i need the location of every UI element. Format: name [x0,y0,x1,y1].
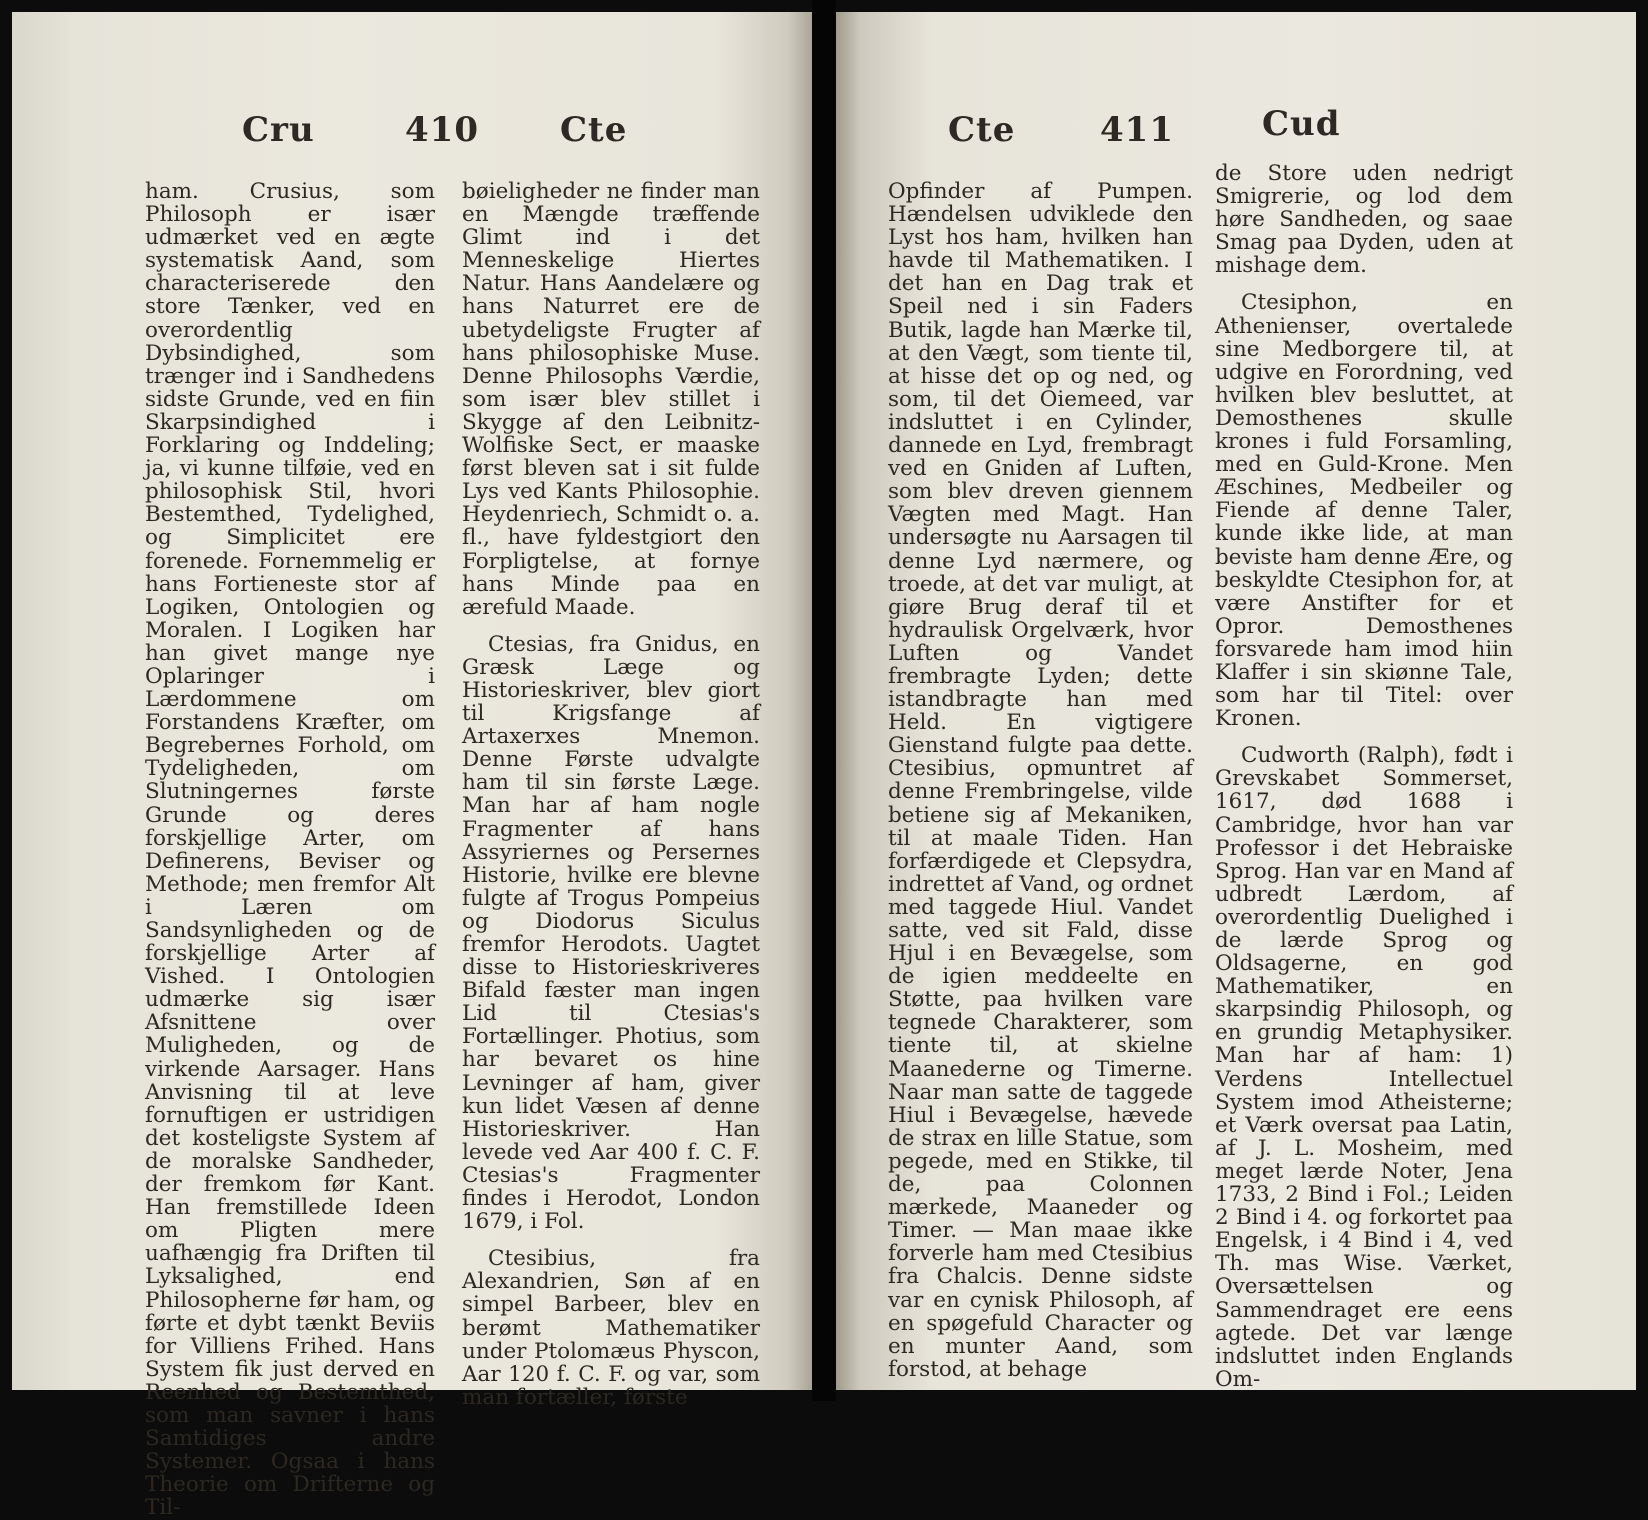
text-paragraph: de Store uden nedrigt Smigrerie, og lod dem høre Sandheden, og saae Smag paa Dyden, uden at mishage dem. [1215,161,1513,279]
right-page-column-b [1215,162,1513,1391]
left-header-right-word: Cte [560,110,628,150]
left-page-column-a [145,180,435,1519]
book-gutter [812,0,836,1401]
right-header-left-word: Cte [948,110,1016,150]
text-paragraph: ham. Crusius, som Philosoph er især udmærket ved en ægte systematisk Aand, som characteriserede den store Tænker, ved en overordentlig Dybsindighed, som trænger ind i Sandhedens sidste Grunde, ved en fiin Skarpsindighed i Forklaring og Inddeling; ja, vi kunne tilføie, ved en philosophisk Stil, hvori Bestemthed, Tydelighed, og Simplicitet ere forenede. Fornemmelig er hans Fortieneste stor af Logiken, Ontologien og Moralen. I Logiken har han givet mange nye Oplaringer i Lærdommene om Forstandens Kræfter, om Begrebernes Forhold, om Tydeligheden, om Slutningernes første Grunde og deres forskjellige Arter, om Definerens, Beviser og Methode; men fremfor Alt i Læren om Sandsynligheden og de forskjellige Arter af Vished. I Ontologien udmærke sig især Afsnittene over Muligheden, og de virkende Aarsager. Hans Anvisning til at leve fornuftigen er ustridigen det kosteligste System af de moralske Sandheder, der fremkom før Kant. Han fremstillede Ideen om Pligten mere uafhængig fra Driften til Lyksalighed, end Philosopherne før ham, og førte et dybt tænkt Beviis for Villiens Frihed. Hans System fik just derved en Reenhed og Bestemthed, som man savner i hans Samtidiges andre Systemer. Ogsaa i hans Theorie om Drifterne og Til- [145,179,435,1520]
left-page-number: 410 [405,110,479,150]
entry-cudworth: Cudworth (Ralph), født i Grevskabet Sommerset, 1617, død 1688 i Cambridge, hvor han var Professor i det Hebraiske Sprog. Han var en Mand af udbredt Lærdom, af overordentlig Duelighed i de lærde Sprog og Oldsagerne, en god Mathematiker, en skarpsindig Philosoph, og en grundig Metaphysiker. Man har af ham: 1) Verdens Intellectuel System imod Atheisterne; et Værk oversat paa Latin, af J. L. Mosheim, med meget lærde Noter, Jena 1733, 2 Bind i Fol.; Leiden 2 Bind i 4. og forkortet paa Engelsk, i 4 Bind i 4, ved Th. mas Wise. Værket, Oversættelsen og Sammendraget ere eens agtede. Det var længe indsluttet inden Englands Om- [1215,743,1513,1392]
text-paragraph: Opfinder af Pumpen. Hændelsen udviklede den Lyst hos ham, hvilken han havde til Mathematiken. I det han en Dag trak et Speil ned i sin Faders Butik, lagde han Mærke til, at den Vægt, som tiente til, at hisse det op og ned, og som, til det Oiemeed, var indsluttet i en Cylinder, dannede en Lyd, frembragt ved en Gniden af Luften, som blev dreven giennem Vægten med Magt. Han undersøgte nu Aarsagen til denne Lyd nærmere, og troede, at det var muligt, at giøre Brug deraf til et hydraulisk Orgelværk, hvor Luften og Vandet frembragte Lyden; dette istandbragte han med Held. En vigtigere Gienstand fulgte paa dette. Ctesibius, opmuntret af denne Frembringelse, vilde betiene sig af Mekaniken, til at maale Tiden. Han forfærdigede et Clepsydra, indrettet af Vand, og ordnet med taggede Hiul. Vandet satte, ved sit Fald, disse Hjul i en Bevægelse, som de igien meddeelte en Støtte, paa hvilken vare tegnede Charakterer, som tiente til, at skielne Maanederne og Timerne. Naar man satte de taggede Hiul i Bevægelse, hævede de strax en lille Statue, som pegede, med en Stikke, til de, paa Colonnen mærkede, Maaneder og Timer. — Man maae ikke forverle ham med Ctesibius fra Chalcis. Denne sidste var en cynisk Philosoph, af en spøgefuld Character og en munter Aand, som forstod, at behage [888,179,1193,1382]
left-page-column-b [462,180,760,1409]
right-page-column-a [888,180,1193,1381]
left-header-left-word: Cru [242,110,315,150]
right-page-number: 411 [1100,110,1174,150]
entry-ctesibius: Ctesibius, fra Alexandrien, Søn af en simpel Barbeer, blev en berømt Mathematiker under Ptolomæus Physcon, Aar 120 f. C. F. og var, som man fortæller, første [462,1246,760,1410]
text-paragraph: bøieligheder ne finder man en Mængde træffende Glimt ind i det Menneskelige Hiertes Natur. Hans Aandelære og hans Naturret ere de ubetydeligste Frugter af hans philosophiske Muse. Denne Philosophs Værdie, som især blev stillet i Skygge af den Leibnitz-Wolfiske Sect, er maaske først bleven sat i sit fulde Lys ved Kants Philosophie. Heydenriech, Schmidt o. a. fl., have fyldestgiort den Forpligtelse, at fornye hans Minde paa en ærefuld Maade. [462,179,760,620]
entry-ctesiphon: Ctesiphon, en Athenienser, overtalede sine Medborgere til, at udgive en Forordning, ved hvilken blev besluttet, at Demosthenes skulle krones i fuld Forsamling, med en Guld-Krone. Men Æschines, Medbeiler og Fiende af denne Taler, kunde ikke lide, at man beviste ham denne Ære, og beskyldte Ctesiphon for, at være Anstifter for et Opror. Demosthenes forsvarede ham imod hiin Klaffer i sin skiønne Tale, som har til Titel: over Kronen. [1215,290,1513,732]
right-header-right-word: Cud [1262,104,1341,144]
entry-ctesias: Ctesias, fra Gnidus, en Græsk Læge og Historieskriver, blev giort til Krigsfange af Artaxerxes Mnemon. Denne Første udvalgte ham til sin første Læge. Man har af ham nogle Fragmenter af hans Assyriernes og Persernes Historie, hvilke ere blevne fulgte af Trogus Pompeius og Diodorus Siculus fremfor Herodots. Uagtet disse to Historieskriveres Bifald fæster man ingen Lid til Ctesias's Fortællinger. Photius, som har bevaret os hine Levninger af ham, giver kun lidet Væsen af denne Historieskriver. Han levede ved Aar 400 f. C. F. Ctesias's Fragmenter findes i Herodot, London 1679, i Fol. [462,631,760,1235]
